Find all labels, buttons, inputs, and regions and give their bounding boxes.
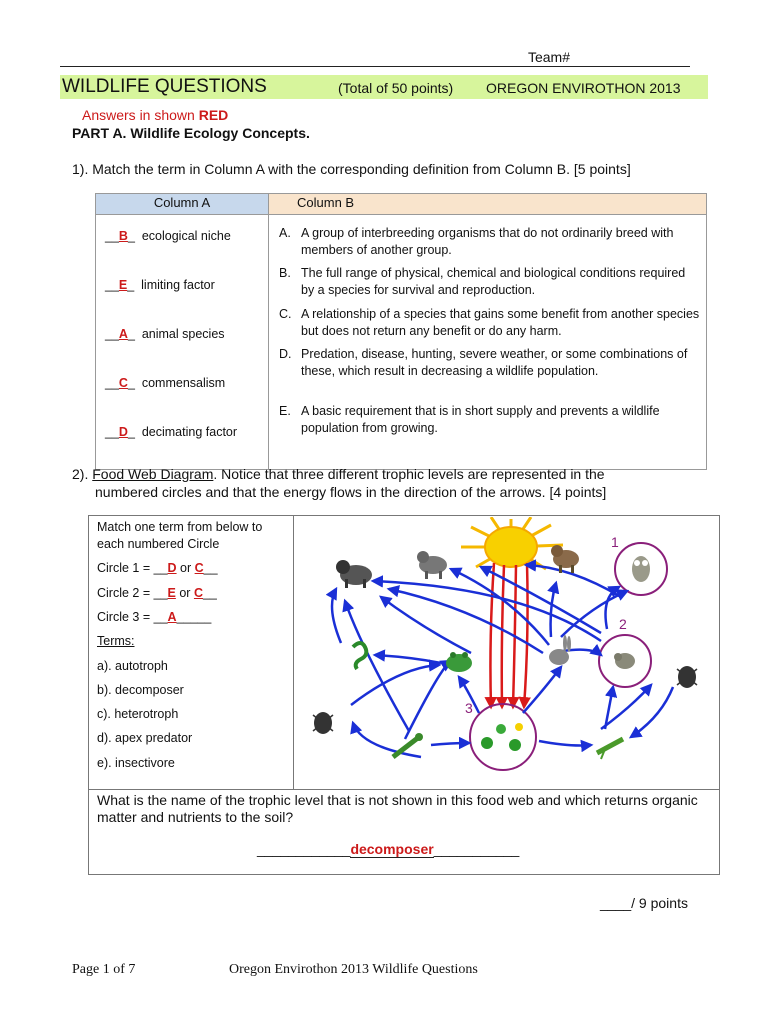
term-item: b). decomposer [97,683,184,697]
sun-icon [461,517,563,569]
column-b-item: A. A group of interbreeding organisms that do not ordinarily breed with members of another group. [279,226,674,257]
ground-beetle-icon [313,712,333,734]
column-a-item[interactable]: __E_ limiting factor [105,278,215,292]
answer: D [118,425,128,439]
column-b-item: C. A relationship of a species that gains some benefit from another species but does not return any benefit or do any harm. [279,307,700,338]
column-b-item: B. The full range of physical, chemical and biological conditions required by a species for survival and reproduction. [279,266,686,297]
answers-note: Answers in shown RED [82,107,229,123]
column-a-item[interactable]: __C_ commensalism [105,376,226,390]
circle-number-2: 2 [619,616,627,632]
question-3-answer[interactable]: ____________decomposer___________ [257,841,520,857]
trophic-circle-3 [470,704,536,770]
wolf-icon [417,551,447,579]
circle-number-1: 1 [611,534,619,550]
food-web-diagram [301,517,713,787]
answer: E [118,278,128,292]
points-blank[interactable]: ____/ 9 points [600,895,688,911]
plants-icon [481,723,523,751]
organization: OREGON ENVIROTHON 2013 [486,80,681,96]
term-item: d). apex predator [97,731,193,745]
circle-number-3: 3 [465,700,473,716]
circle-3-answer[interactable]: Circle 3 = __A_____ [97,610,212,624]
term-item: e). insectivore [97,756,175,770]
column-b-item: E. A basic requirement that is in short supply and prevents a wildlife population from growing. [279,404,660,435]
terms-header: Terms: [97,634,135,648]
footer-title: Oregon Envirothon 2013 Wildlife Questions [229,962,478,977]
owl-icon [632,556,650,582]
frog-icon [446,652,472,672]
question-1-prompt: 1). Match the term in Column A with the corresponding definition from Column B. [5 points] [72,161,631,177]
answer: C [118,376,128,390]
column-a-header: Column A [96,194,269,215]
total-points: (Total of 50 points) [338,80,454,96]
column-b-items [95,193,707,463]
page-number: Page 1 of 7 [72,962,136,977]
answer: A [118,327,128,341]
column-b-item: D. Predation, disease, hunting, severe weather, or some combinations of these, which result in decreasing a wildlife population. [279,347,688,378]
column-a-item[interactable]: __A_ animal species [105,327,225,341]
team-label: Team# [527,49,570,65]
answer: B [118,229,128,243]
energy-flow-arrows [490,563,527,707]
question-3-prompt: What is the name of the trophic level that is not shown in this food web and which returns organic matter and nutrients to the soil? [97,792,698,825]
team-line[interactable] [60,48,690,67]
snake-icon [353,643,366,669]
part-heading: PART A. Wildlife Ecology Concepts. [72,125,310,141]
question-2-prompt: 2). Food Web Diagram. Notice that three different trophic levels are represented in the numbered circles and that the energy flows in the direction of the arrows. [4 points] [72,466,607,500]
page-title: WILDLIFE QUESTIONS [62,76,267,97]
circle-1-answer[interactable]: Circle 1 = __D or C__ [97,561,218,575]
rabbit-icon [549,635,571,665]
raccoon-icon [336,560,372,588]
column-a-item[interactable]: __B_ ecological niche [105,229,231,243]
shrew-icon [614,653,635,669]
term-item: c). heterotroph [97,707,179,721]
grasshopper-icon [597,739,623,759]
title-bar [60,75,708,99]
column-a-item[interactable]: __D_ decimating factor [105,425,238,439]
column-b-header: Column B [269,194,707,215]
beetle-icon [677,666,697,688]
circle-2-answer[interactable]: Circle 2 = __E or C__ [97,586,217,600]
term-item: a). autotroph [97,659,168,673]
food-web-box: Match one term from below to each numbered Circle Circle 1 = __D or C__ Circle 2 = __E or C__ Circle 3 = __A_____ Terms: a). autotroph b). decomposer c). heterotroph d). apex predator e). insectivore What is the name of the trophic level that is not shown in this food web and which returns organic matter and nutrients to the soil? ____________decomposer___________ [88,515,720,875]
